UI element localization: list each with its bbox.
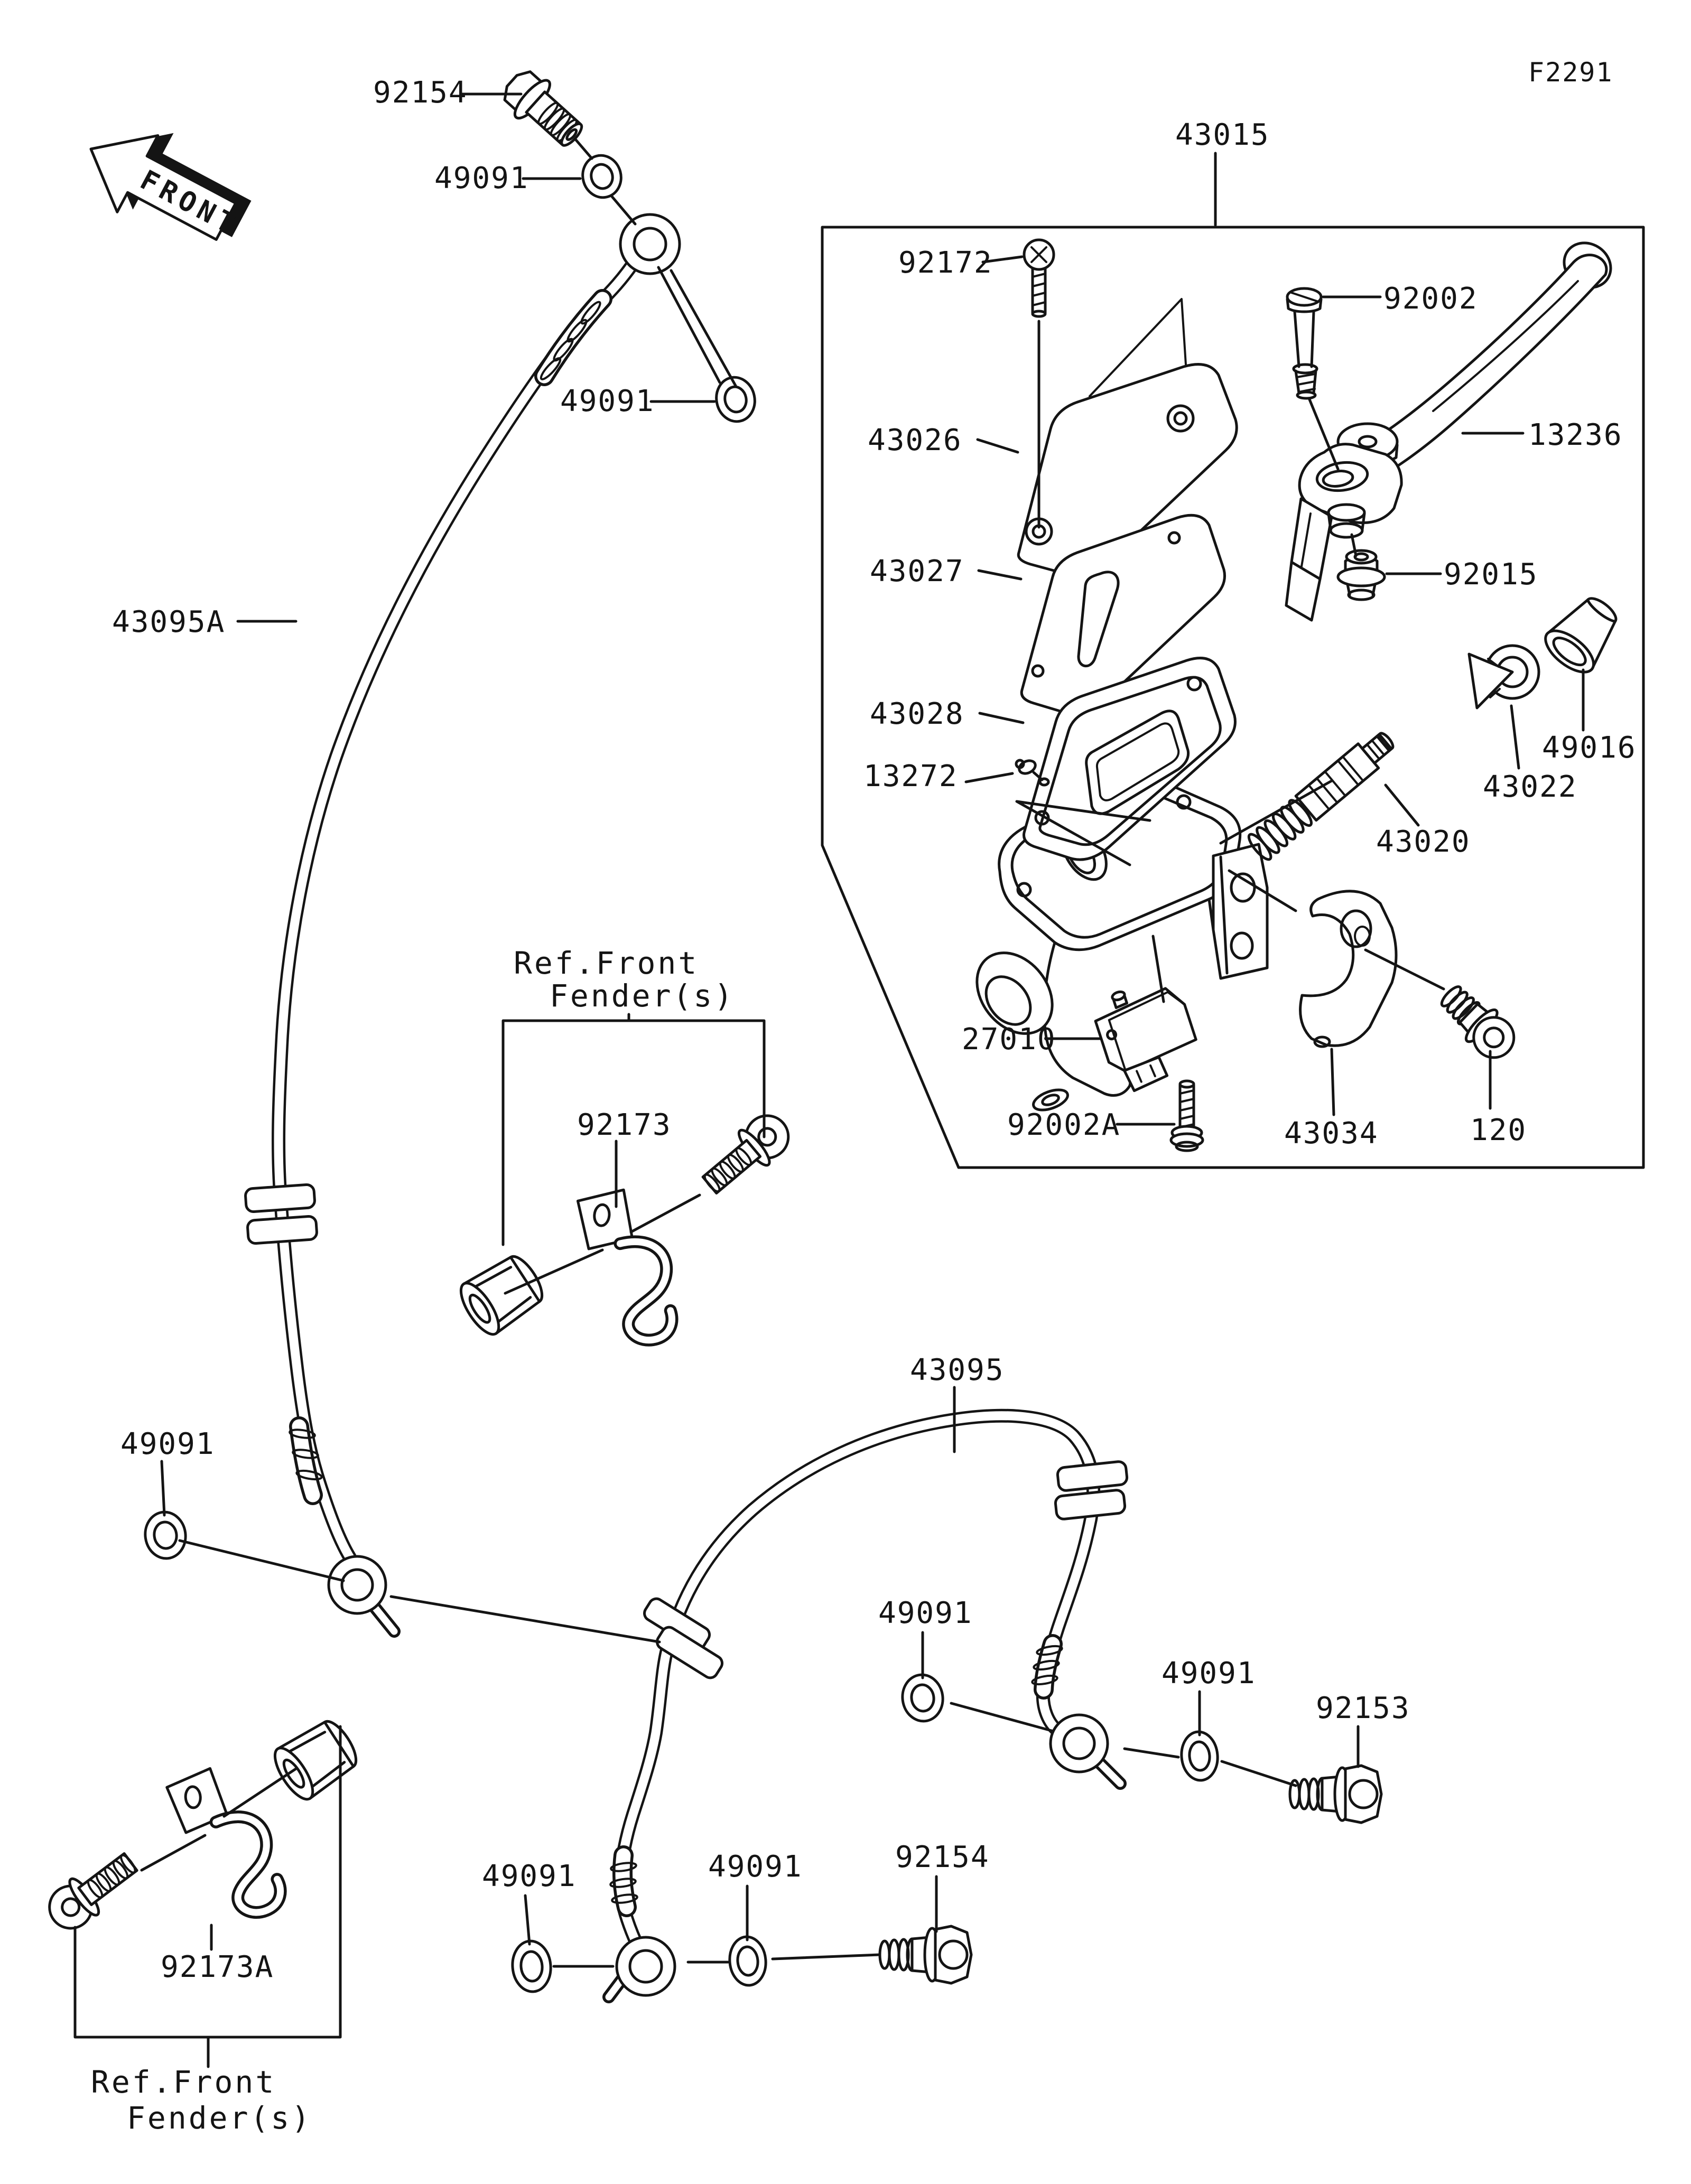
part-label-49016: 49016 bbox=[1542, 731, 1637, 765]
part-label-92154-bottom: 92154 bbox=[895, 1840, 990, 1874]
part-label-92002a: 92002A bbox=[1007, 1108, 1121, 1142]
ref-front-fender-bottom-line2: Fender(s) bbox=[127, 2100, 312, 2136]
ref-front-fender-bottom-line1: Ref.Front bbox=[91, 2064, 276, 2100]
hose-clamp-92173 bbox=[564, 1185, 685, 1342]
part-label-49091-bottom1: 49091 bbox=[482, 1859, 577, 1893]
washer-49091-bottom2 bbox=[728, 1935, 768, 1987]
clamp-screw-92173 bbox=[695, 1106, 797, 1202]
pivot-bolt-92002 bbox=[1287, 288, 1321, 398]
part-label-49091-top: 49091 bbox=[434, 161, 529, 195]
washer-49091-right bbox=[1179, 1730, 1220, 1782]
part-label-49091-mid: 49091 bbox=[878, 1596, 973, 1630]
front-direction-arrow bbox=[71, 102, 263, 265]
part-label-49091-upper: 49091 bbox=[560, 384, 655, 418]
screw-92002a bbox=[1171, 1081, 1203, 1151]
washer-49091-bottom1 bbox=[510, 1939, 553, 1993]
ref-front-fender-top-line1: Ref.Front bbox=[514, 945, 699, 981]
part-label-43015: 43015 bbox=[1175, 118, 1270, 152]
clamp-holder-43034 bbox=[1300, 891, 1396, 1047]
part-label-92173a: 92173A bbox=[161, 1950, 274, 1984]
part-label-49091-bottom2: 49091 bbox=[708, 1850, 803, 1884]
hose-clamp-92173a bbox=[166, 1764, 282, 1918]
part-label-92173: 92173 bbox=[577, 1108, 672, 1142]
part-label-43095a: 43095A bbox=[112, 605, 226, 639]
washer-49091-left bbox=[142, 1509, 189, 1561]
part-label-43022: 43022 bbox=[1483, 770, 1577, 804]
part-label-92153: 92153 bbox=[1316, 1691, 1410, 1725]
part-label-92015: 92015 bbox=[1444, 557, 1538, 592]
part-label-92002: 92002 bbox=[1383, 282, 1478, 316]
brake-hose-43095 bbox=[609, 1416, 1128, 1997]
part-label-43026: 43026 bbox=[868, 423, 962, 458]
part-label-43020: 43020 bbox=[1376, 825, 1471, 859]
fiche-code: F2291 bbox=[1528, 57, 1613, 88]
banjo-bolt-92153 bbox=[1290, 1766, 1381, 1823]
part-label-49091-left: 49091 bbox=[120, 1427, 215, 1461]
hose-grommet-bottom bbox=[268, 1714, 364, 1805]
part-label-13272: 13272 bbox=[863, 759, 958, 794]
part-label-49091-right: 49091 bbox=[1162, 1656, 1256, 1691]
screw-92172 bbox=[1024, 240, 1054, 316]
washer-49091-mid bbox=[899, 1672, 946, 1724]
part-label-27010: 27010 bbox=[962, 1022, 1056, 1057]
part-label-43028: 43028 bbox=[870, 697, 964, 731]
socket-bolt-120 bbox=[1433, 978, 1523, 1067]
part-label-13236: 13236 bbox=[1528, 418, 1623, 452]
dust-boot-49016 bbox=[1539, 587, 1629, 680]
part-label-120: 120 bbox=[1470, 1113, 1527, 1147]
ref-front-fender-top-line2: Fender(s) bbox=[550, 978, 735, 1014]
banjo-bolt-92154-bottom bbox=[880, 1926, 971, 1983]
washer-49091-top bbox=[578, 151, 626, 202]
switch-27010 bbox=[1089, 974, 1205, 1095]
locknut-92015 bbox=[1338, 550, 1385, 600]
brake-hose-43095a bbox=[245, 214, 680, 1631]
part-label-92154-top: 92154 bbox=[373, 76, 468, 110]
part-label-43095: 43095 bbox=[910, 1353, 1005, 1387]
part-label-92172: 92172 bbox=[898, 246, 993, 280]
clamp-screw-92173a bbox=[40, 1844, 144, 1937]
part-label-43034: 43034 bbox=[1284, 1116, 1379, 1151]
circlip-43022 bbox=[1469, 646, 1539, 708]
hose-grommet-top bbox=[454, 1249, 550, 1340]
front-label: FRONT bbox=[135, 164, 244, 242]
part-label-43027: 43027 bbox=[870, 554, 964, 589]
